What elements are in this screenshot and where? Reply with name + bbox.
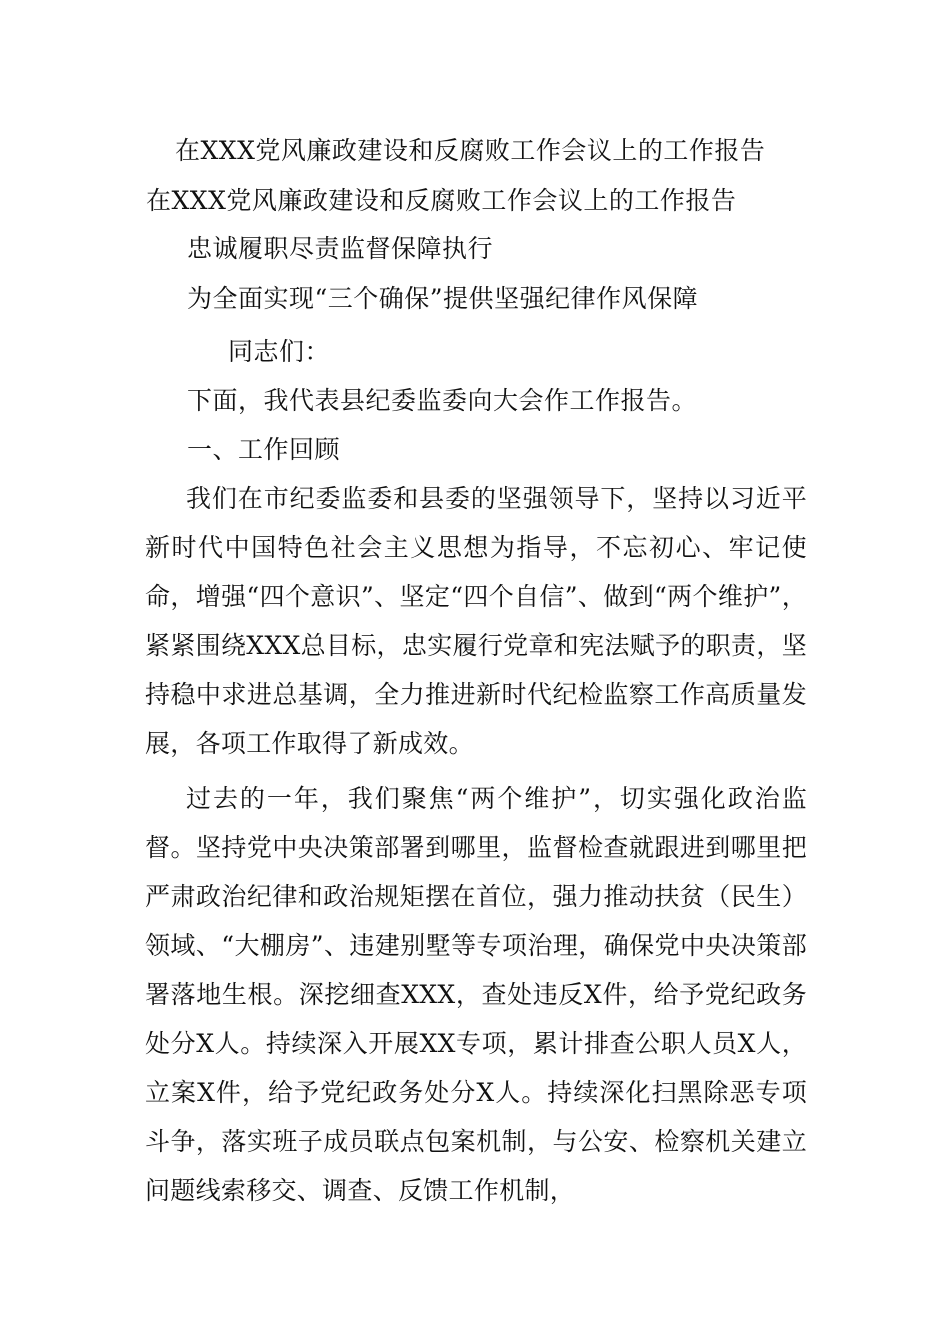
intro-line: 下面，我代表县纪委监委向大会作工作报告。 — [187, 386, 698, 415]
document-subtitle-2: 为全面实现“三个确保”提供坚强纪律作风保障 — [187, 284, 699, 313]
document-title-line-2: 在XXX党风廉政建设和反腐败工作会议上的工作报告 — [146, 186, 737, 215]
document-title-line-1: 在XXX党风廉政建设和反腐败工作会议上的工作报告 — [175, 136, 766, 165]
section-heading: 一、工作回顾 — [187, 435, 341, 464]
greeting: 同志们： — [228, 337, 331, 366]
document-subtitle-1: 忠诚履职尽责监督保障执行 — [187, 234, 494, 263]
body-paragraph-2: 过去的一年，我们聚焦“两个维护”，切实强化政治监督。坚持党中央决策部署到哪里，监督检查就跟进到哪里把严肃政治纪律和政治规矩摆在首位，强力推动扶贫（民生）领域、“大棚房”、违建别墅等专项治理，确保党中央决策部署落地生根。深挖细查XXX，查处违反X件，给予党纪政务处分X人。持续深入开展XX专项，累计排查公职人员X人，立案X件，给予党纪政务处分X人。持续深化扫黑除恶专项斗争，落实班子成员联点包案机制，与公安、检察机关建立问题线索移交、调查、反馈工作机制， — [145, 784, 807, 1205]
body-paragraph-1: 我们在市纪委监委和县委的坚强领导下，坚持以习近平新时代中国特色社会主义思想为指导，不忘初心、牢记使命，增强“四个意识”、坚定“四个自信”、做到“两个维护”，紧紧围绕XXX总目标，忠实履行党章和宪法赋予的职责，坚持稳中求进总基调，全力推进新时代纪检监察工作高质量发展，各项工作取得了新成效。 — [145, 484, 807, 758]
